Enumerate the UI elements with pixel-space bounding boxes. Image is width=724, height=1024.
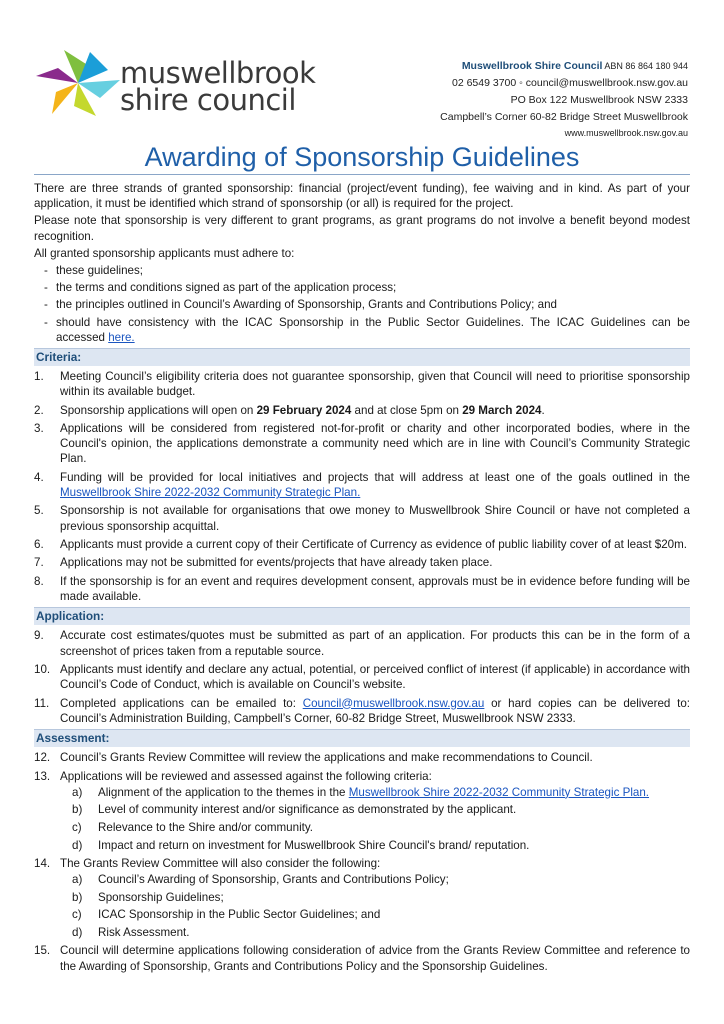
sublist-item: d) Impact and return on investment for Muswellbrook Shire Council's brand/ reputation.	[72, 838, 530, 852]
sublist-item: a) Alignment of the application to the themes in the Muswellbrook Shire 2022-2032 Community Strategic Plan.	[72, 785, 650, 799]
list-item: 2. Sponsorship applications will open on 29 February 2024 and at close 5pm on 29 March 2024.	[34, 403, 545, 417]
org-line	[440, 58, 688, 75]
criteria-heading: Criteria:	[34, 348, 690, 366]
sublist-item: c) ICAC Sponsorship in the Public Sector Guidelines; and	[72, 908, 381, 922]
document-body	[34, 181, 690, 977]
abn: ABN 86 864 180 944	[602, 61, 688, 71]
assessment-heading: Assessment:	[34, 729, 690, 747]
list-item: 13. Applications will be reviewed and assessed against the following criteria: a) Alignment of the application to the themes in the Muswellbrook Shire 2022-2032 Community Strategic Plan. b) Level of community interest and/or significance as demonstrated by the applicant. c) Relevance to the Shire and/or community. d) Impact and return on investment for Muswellbrook Shire Council's brand/ reputation.	[34, 769, 690, 853]
contact-block	[440, 58, 688, 141]
sublist-item: c) Relevance to the Shire and/or community.	[72, 820, 314, 834]
community-strategic-plan-link-2[interactable]: Muswellbrook Shire 2022-2032 Community Strategic Plan.	[348, 785, 650, 799]
list-item: 4. Funding will be provided for local initiatives and projects that will address at least one of the goals outlined in the Muswellbrook Shire 2022-2032 Community Strategic Plan.	[34, 470, 690, 500]
list-item: 7. Applications may not be submitted for events/projects that have already taken place.	[34, 556, 493, 570]
list-item: 6. Applicants must provide a current copy of their Certificate of Currency as evidence of public liability cover of at least $20m.	[34, 538, 688, 551]
assessment-list	[34, 750, 690, 974]
consider-sublist	[60, 872, 690, 940]
list-item: - the principles outlined in Council’s Awarding of Sponsorship, Grants and Contributions Policy; and	[42, 297, 690, 312]
community-strategic-plan-link[interactable]: Muswellbrook Shire 2022-2032 Community Strategic Plan.	[60, 486, 361, 500]
title-divider	[34, 174, 690, 175]
list-item	[42, 315, 690, 345]
intro-paragraph-2: Please note that sponsorship is very different to grant programs, as grant programs do not involve a benefit beyond modest recognition.	[34, 214, 690, 243]
logo-line-1: muswellbrook	[120, 56, 316, 90]
council-logo-wordmark	[120, 56, 316, 117]
sublist-item: d) Risk Assessment.	[72, 925, 190, 939]
criteria-list	[34, 369, 690, 604]
list-item: 15. Council will determine applications following consideration of advice from the Grants Review Committee and reference to the Awarding of Sponsorship, Grants and Contributions Policy and the Sponsorship Guidelines.	[34, 944, 690, 973]
list-item: 12. Council’s Grants Review Committee will review the applications and make recommendations to Council.	[34, 751, 593, 765]
website: www.muswellbrook.nsw.gov.au	[564, 128, 688, 138]
sublist-item: b) Sponsorship Guidelines;	[72, 890, 224, 904]
logo-line-2: shire council	[120, 83, 296, 117]
page-title: Awarding of Sponsorship Guidelines	[144, 142, 580, 172]
list-item: 9. Accurate cost estimates/quotes must be submitted as part of an application. For products this can be in the form of a screenshot of prices taken from a reputable source.	[34, 629, 690, 658]
intro-paragraph-3: All granted sponsorship applicants must adhere to:	[34, 246, 295, 260]
sublist-item: a) Council’s Awarding of Sponsorship, Grants and Contributions Policy;	[72, 873, 449, 887]
criteria-sublist	[60, 785, 690, 853]
list-item: - these guidelines;	[42, 263, 690, 278]
list-item: 11. Completed applications can be emailed to: Council@muswellbrook.nsw.gov.au or hard copies can be delivered to: Council’s Administration Building, Campbell’s Corner, 60-82 Bridge Street, Muswellbrook NSW 2333.	[34, 696, 690, 725]
list-item: 8. If the sponsorship is for an event and requires development consent, approvals must be in evidence before funding will be made available.	[34, 574, 690, 603]
org-name: Muswellbrook Shire Council	[461, 60, 603, 72]
close-date: 29 March 2024	[462, 403, 542, 417]
list-item: 5. Sponsorship is not available for organisations that owe money to Muswellbrook Shire Council or have not completed a previous sponsorship acquittal.	[34, 504, 690, 533]
list-item: 1. Meeting Council’s eligibility criteria does not guarantee sponsorship, given that Council will need to prioritise sponsorship within its available budget.	[34, 370, 690, 399]
street-address: Campbell’s Corner 60-82 Bridge Street Muswellbrook	[440, 111, 688, 123]
list-item: 10. Applicants must identify and declare any actual, potential, or perceived conflict of interest (if applicable) in accordance with Council’s Code of Conduct, which is available on Council’s website.	[34, 662, 690, 692]
phone-email: 02 6549 3700 ◦ council@muswellbrook.nsw.gov.au	[452, 77, 688, 89]
application-heading: Application:	[34, 607, 690, 625]
icac-text: should have consistency with the ICAC Sponsorship in the Public Sector Guidelines. The ICAC Guidelines can be accessed	[56, 315, 690, 344]
council-email-link[interactable]: Council@muswellbrook.nsw.gov.au	[302, 696, 485, 710]
open-date: 29 February 2024	[256, 403, 352, 417]
adherence-list	[34, 263, 690, 345]
intro-paragraph-1: There are three strands of granted sponsorship: financial (project/event funding), fee waiving and in kind. As part of your application, it must be identified which strand of sponsorship (or all) is required for the project.	[34, 182, 690, 211]
application-list	[34, 628, 690, 726]
list-item: 3. Applications will be considered from registered not-for-profit or charity and other incorporated bodies, where in the Council's opinion, the applications demonstrate a community need which are in line with Council’s Community Strategic Plan.	[34, 422, 690, 466]
po-box: PO Box 122 Muswellbrook NSW 2333	[510, 94, 688, 106]
list-item: - the terms and conditions signed as part of the application process;	[42, 280, 690, 295]
icac-guidelines-link[interactable]: here.	[108, 330, 135, 344]
council-logo-star	[34, 46, 122, 120]
list-item: 14. The Grants Review Committee will also consider the following: a) Council’s Awarding of Sponsorship, Grants and Contributions Policy; b) Sponsorship Guidelines; c) ICAC Sponsorship in the Public Sector Guidelines; and d) Risk Assessment.	[34, 856, 690, 940]
sublist-item: b) Level of community interest and/or significance as demonstrated by the applicant.	[72, 803, 517, 817]
